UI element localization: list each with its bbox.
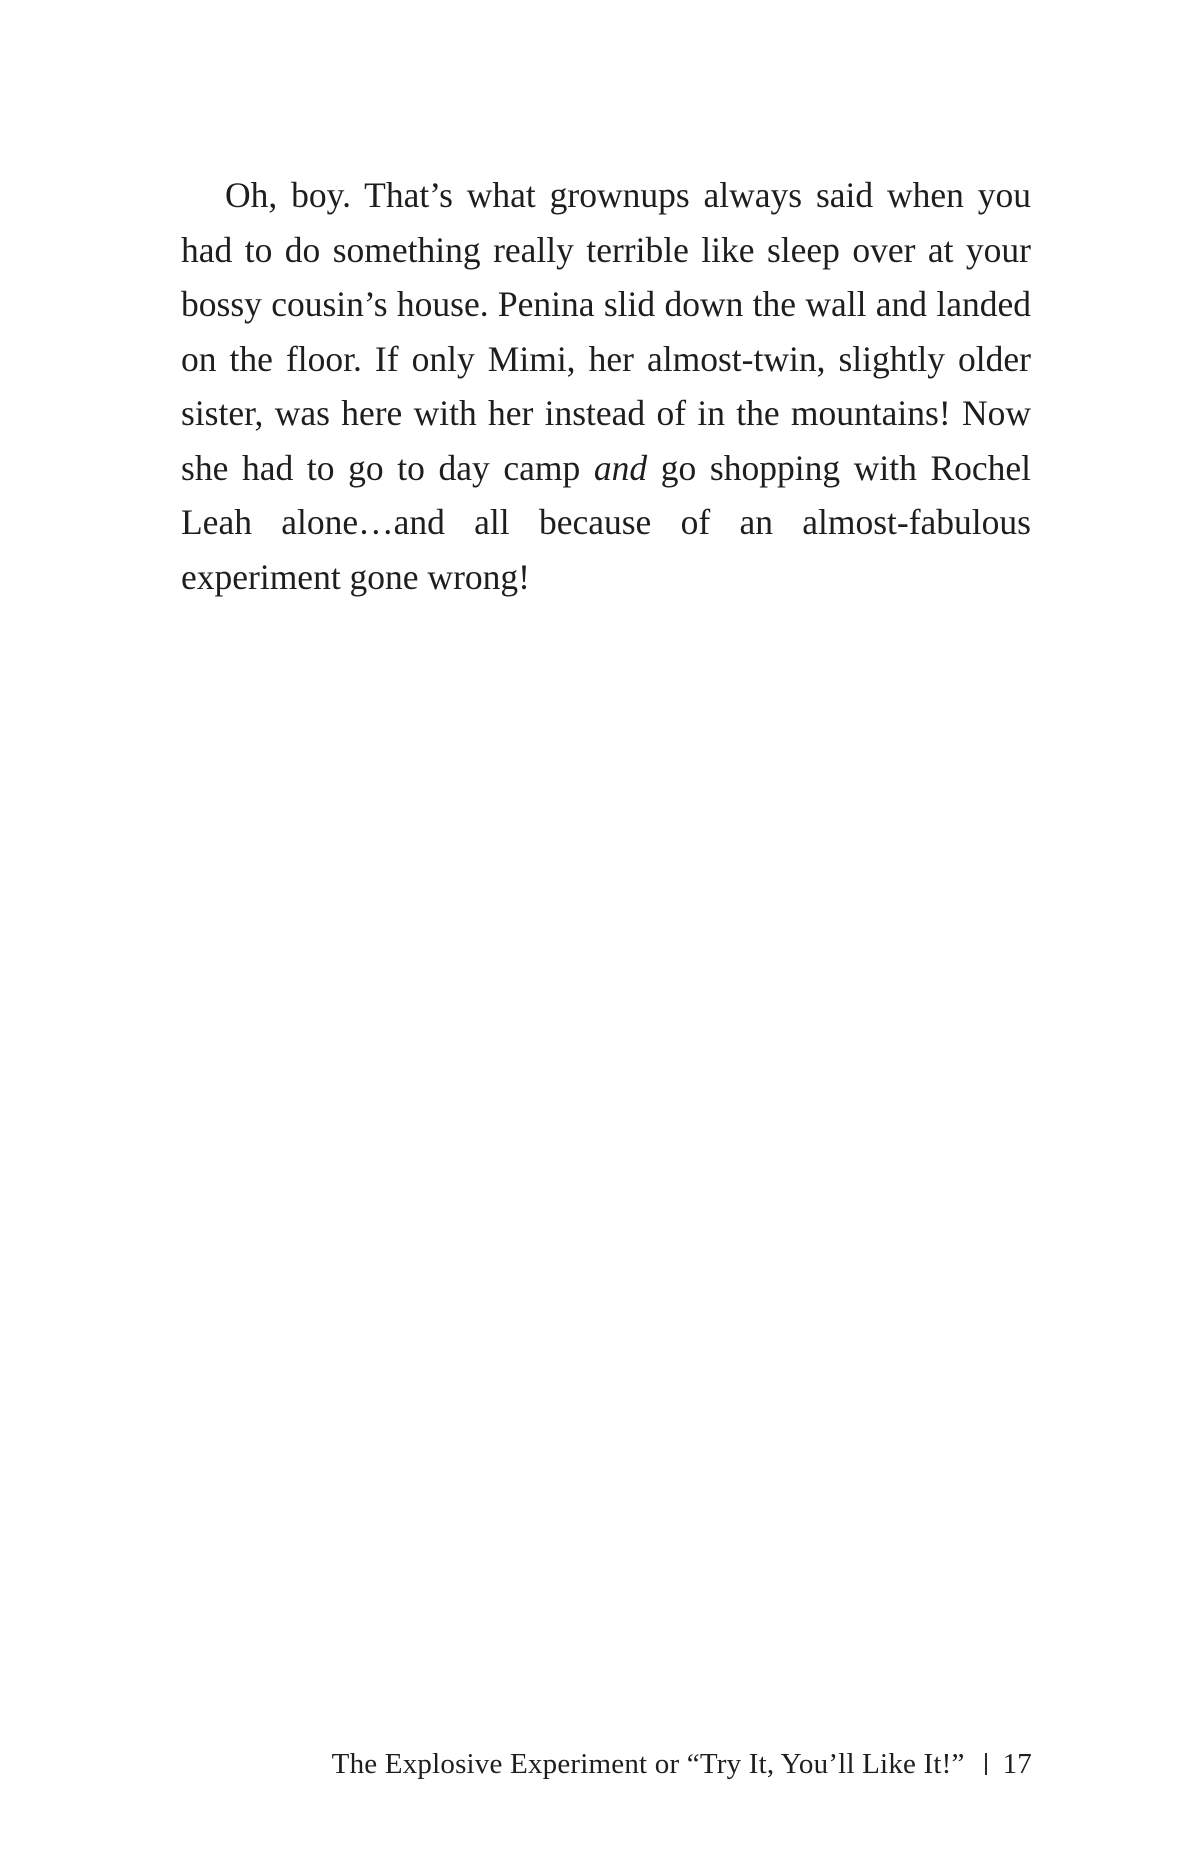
- paragraph-text-part2: go shopping with Rochel Leah alone…and all because of an almost-fabulous experiment gone wrong!: [181, 447, 1031, 597]
- page-number: 17: [1002, 1748, 1032, 1780]
- paragraph-emphasis: and: [593, 447, 648, 488]
- footer-book-title: The Explosive Experiment or “Try It, You’ll Like It!”: [331, 1748, 965, 1780]
- paragraph-text-part1: Oh, boy. That’s what grownups always said when you had to do something really terrible like sleep over at your bossy cousin’s house. Penina slid down the wall and landed on the floor. If only Mimi, her almost-twin, slightly older sister, was here with her instead of in the mountains! Now she had to go to day camp: [181, 175, 1031, 488]
- body-paragraph: [181, 168, 1031, 604]
- running-footer: [332, 1744, 1032, 1784]
- footer-separator: [985, 1753, 987, 1775]
